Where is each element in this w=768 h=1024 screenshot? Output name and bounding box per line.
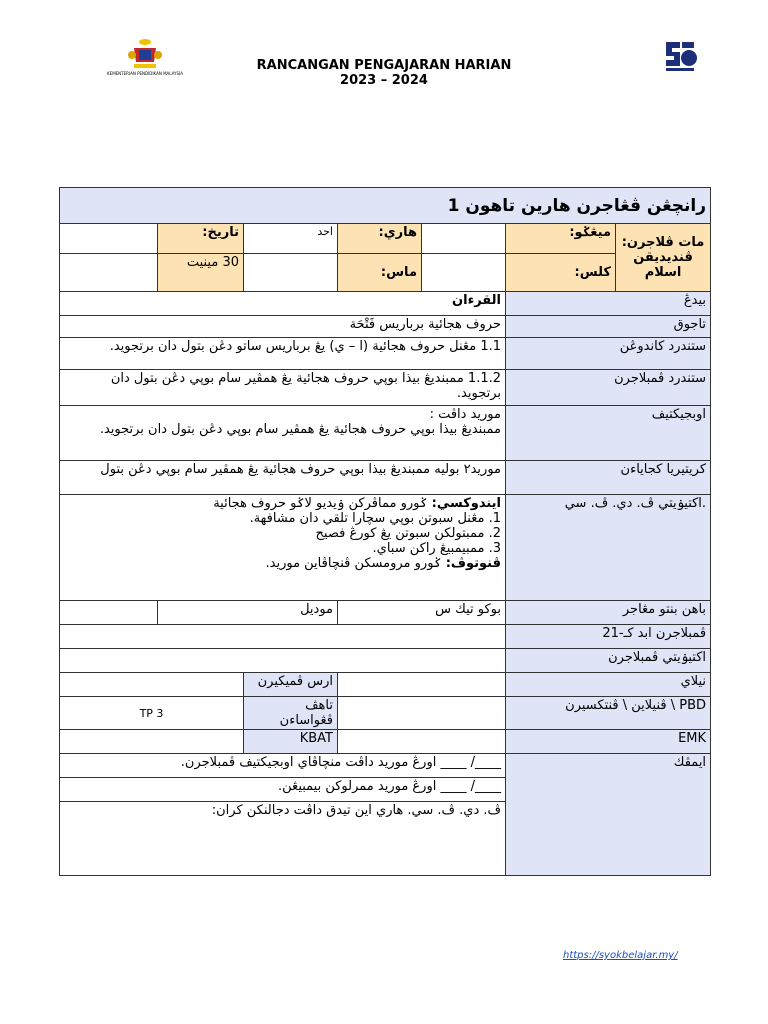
sk-label: ستندرد كاندوڠن bbox=[506, 338, 711, 370]
kelas-value bbox=[422, 254, 506, 292]
minggu-value bbox=[422, 224, 506, 254]
website-link[interactable]: https://syokbelajar.my/ bbox=[563, 950, 678, 961]
closure-text: ݢورو مرومسكن ڤنچاڤاين موريد. bbox=[265, 556, 442, 571]
document-year: 2023 – 2024 bbox=[340, 73, 428, 88]
objective-text: ممبنديڠ بيذا بوڽي حروف هجائية يڠ همڤير سام بوڽي دڠن بتول دان برتجويد. bbox=[99, 422, 501, 437]
aras-label: ارس ڤميكيرن bbox=[244, 673, 338, 697]
induction-label: ايندوكسي: bbox=[431, 496, 501, 511]
hari-label: هاري: bbox=[338, 224, 422, 254]
step-1: 1. مڠنل سبوتن بوڽي سچارا تلقي دان مشافهة. bbox=[249, 511, 501, 526]
masa-value bbox=[244, 254, 338, 292]
tarikh-label: تاريخ: bbox=[158, 224, 244, 254]
minggu-label: ميڠݢو: bbox=[506, 224, 616, 254]
sp-value: 1.1.2 ممبنديڠ بيذا بوڽي حروف هجائية يڠ همڤير سام بوڽي دڠن بتول دان برتجويد. bbox=[60, 370, 506, 406]
bbm-item-2: موديل bbox=[158, 601, 338, 625]
step-2: 2. ممبتولكن سبوتن يڠ كورڠ فصيح bbox=[315, 526, 501, 541]
learning-activity-label: اكتيۏيتي ڤمبلاجرن bbox=[506, 649, 711, 673]
nilai-label: نيلاي bbox=[506, 673, 711, 697]
subject-label: مات ڤلاجرن: ڤنديديقن اسلام bbox=[616, 224, 711, 292]
duration: 30 مينيت bbox=[158, 254, 244, 292]
objective-intro: موريد داڤت : bbox=[429, 407, 501, 422]
plan-title: رانچڠن ڤڠاجرن هارين تاهون 1 bbox=[60, 188, 711, 224]
tajuk-label: تاجوق bbox=[506, 316, 711, 338]
bidang-value: القرءان bbox=[60, 292, 506, 316]
tahap-label: تاهڤ ڤڠواساءن bbox=[244, 697, 338, 730]
kelas-label: كلس: bbox=[506, 254, 616, 292]
bidang-label: بيدڠ bbox=[506, 292, 711, 316]
kbat-label: KBAT bbox=[244, 730, 338, 754]
sk-value: 1.1 مڠنل حروف هجائية (ا – ي) يڠ برباريس ساتو دڠن بتول دان برتجويد. bbox=[60, 338, 506, 370]
sp-label: ستندرد ڤمبلاجرن bbox=[506, 370, 711, 406]
masa-label: ماس: bbox=[338, 254, 422, 292]
tp-level: TP 3 bbox=[60, 697, 244, 730]
closure-line bbox=[64, 556, 501, 571]
impact-line-2: ____/ ____ اورڠ موريد ممرلوكن بيمبيڠن. bbox=[60, 778, 506, 802]
activities-label: .اكتيۏيتي ڤ. دي. ڤ. سي bbox=[506, 495, 711, 601]
objective-label: اوبجيكتيف bbox=[506, 406, 711, 461]
lesson-plan-table bbox=[59, 187, 711, 876]
closure-label: ڤنوتوڤ: bbox=[445, 556, 501, 571]
activities-cell bbox=[60, 495, 506, 601]
pbd-label: PBD \ ڤنيلاين \ ڤنتكسيرن bbox=[506, 697, 711, 730]
ministry-caption: KEMENTERIAN PENDIDIKAN MALAYSIA bbox=[107, 71, 183, 76]
pab21-label: ڤمبلاجرن ابد كـ-21 bbox=[506, 625, 711, 649]
success-criteria-label: كريتيريا كجاياءن bbox=[506, 461, 711, 495]
impact-label: ايمڤك bbox=[506, 754, 711, 876]
hari-value: احد bbox=[244, 224, 338, 254]
document-title: RANCANGAN PENGAJARAN HARIAN bbox=[256, 58, 512, 73]
bbm-label: باهن بنتو مڠاجر bbox=[506, 601, 711, 625]
impact-line-3: ڤ. دي. ڤ. سي. هاري اين تيدق داڤت دجالنكن كران: bbox=[60, 802, 506, 876]
bbm-item-1: بوكو تيك س bbox=[338, 601, 506, 625]
tajuk-value: حروف هجائية برباريس فَتْحَة bbox=[60, 316, 506, 338]
induction-text: ݢورو مماڤركن ۏيديو لاݢو حروف هجائية bbox=[213, 496, 428, 511]
success-criteria-value: موريد٢ بوليه ممبنديڠ بيذا بوڽي حروف هجائية يڠ همڤير سام بوڽي دڠن بتول bbox=[60, 461, 506, 495]
induction-line bbox=[64, 496, 501, 511]
objective-cell bbox=[60, 406, 506, 461]
impact-line-1: ____/ ____ اورڠ موريد داڤت منچاڤاي اوبجيكتيف ڤمبلاجرن. bbox=[60, 754, 506, 778]
emk-label: EMK bbox=[506, 730, 711, 754]
step-3: 3. ممبيمبيڠ راكن سباي. bbox=[372, 541, 501, 556]
